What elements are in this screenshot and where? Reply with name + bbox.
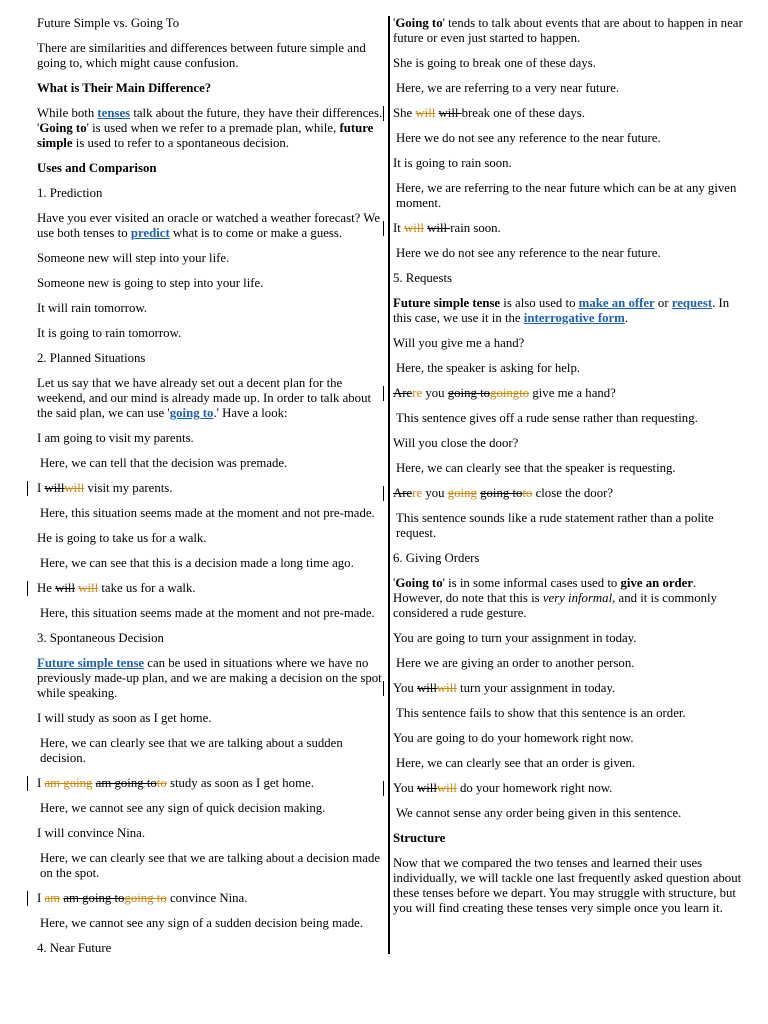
example-sentence: Someone new is going to step into your life.	[37, 276, 264, 290]
example-note: Here, we can clearly see that the speaker is requesting.	[396, 461, 676, 475]
future-simple-tense-link[interactable]: Future simple tense	[37, 656, 145, 670]
heading-main-difference: What is Their Main Difference?	[37, 81, 212, 95]
deleted-text: am going to	[63, 891, 125, 905]
example-note: Here, we can clearly see that we are talking about a sudden decision.	[40, 736, 343, 765]
example-note: Here we do not see any reference to the near future.	[396, 131, 661, 145]
change-bar	[27, 481, 28, 496]
edited-sentence: He will will take us for a walk.	[37, 581, 383, 596]
section-prediction: 1. Prediction	[37, 186, 103, 200]
inserted-text: will	[78, 581, 99, 595]
edited-sentence: You willwill do your homework right now.	[393, 781, 745, 796]
deleted-text: will	[44, 481, 65, 495]
example-note: Here, we can clearly see that an order is given.	[396, 756, 636, 770]
example-note: We cannot sense any order being given in this sentence.	[396, 806, 682, 820]
deleted-text: will	[55, 581, 76, 595]
example-note: This sentence fails to show that this sentence is an order.	[396, 706, 686, 720]
orders-paragraph: 'Going to' is in some informal cases used to give an order. However, do note that this is very informal, and it is commonly considered a rude gesture.	[393, 576, 717, 620]
right-column	[393, 16, 745, 926]
section-giving-orders: 6. Giving Orders	[393, 551, 480, 565]
inserted-text: will	[436, 781, 457, 795]
example-sentence: You are going to turn your assignment in today.	[393, 631, 637, 645]
change-bar	[383, 386, 384, 401]
edited-sentence: I am am going togoing to convince Nina.	[37, 891, 383, 906]
deleted-text: Are	[393, 486, 413, 500]
change-bar	[27, 891, 28, 906]
example-note: This sentence gives off a rude sense rather than requesting.	[396, 411, 698, 425]
example-note: Here we do not see any reference to the near future.	[396, 246, 661, 260]
deleted-text: going to	[447, 386, 491, 400]
example-sentence: He is going to take us for a walk.	[37, 531, 207, 545]
inserted-text: going to	[124, 891, 167, 905]
edited-sentence: Arere you going going toto close the door?	[393, 486, 745, 501]
example-sentence: She is going to break one of these days.	[393, 56, 596, 70]
inserted-text: goingto	[490, 386, 530, 400]
inserted-text: will	[415, 106, 436, 120]
example-sentence: You are going to do your homework right now.	[393, 731, 634, 745]
inserted-text: going	[447, 486, 477, 500]
inserted-text: to	[156, 776, 167, 790]
prediction-paragraph: Have you ever visited an oracle or watched a weather forecast? We use both tenses to predict what is to come or make a guess.	[37, 211, 381, 240]
change-bar	[383, 781, 384, 796]
example-note: Here, we can see that this is a decision made a long time ago.	[40, 556, 354, 570]
example-note: Here, this situation seems made at the moment and not pre-made.	[40, 506, 375, 520]
section-near-future: 4. Near Future	[37, 941, 112, 955]
edited-sentence: Arere you going togoingto give me a hand?	[393, 386, 745, 401]
example-sentence: I will convince Nina.	[37, 826, 146, 840]
example-sentence: Someone new will step into your life.	[37, 251, 230, 265]
structure-paragraph: Now that we compared the two tenses and learned their uses individually, we will tackle one last frequently asked question about these tenses before we depart. You may struggle with structure, but you will find creating these tenses very simple once you learn it.	[393, 856, 742, 915]
edited-sentence: She will will break one of these days.	[393, 106, 745, 121]
deleted-text: Are	[393, 386, 413, 400]
heading-structure: Structure	[393, 831, 446, 845]
interrogative-form-link[interactable]: interrogative form	[523, 311, 625, 325]
example-note: Here, we can clearly see that we are talking about a decision made on the spot.	[40, 851, 381, 880]
deleted-text: am going to	[95, 776, 157, 790]
inserted-text: will	[404, 221, 424, 235]
inserted-text: will	[436, 681, 457, 695]
example-sentence: I will study as soon as I get home.	[37, 711, 212, 725]
tenses-link[interactable]: tenses	[97, 106, 131, 120]
deleted-text: will	[427, 221, 451, 235]
edited-sentence: I willwill visit my parents.	[37, 481, 383, 496]
example-note: Here, the speaker is asking for help.	[396, 361, 581, 375]
planned-paragraph: Let us say that we have already set out a decent plan for the weekend, and our mind is already made up. In order to talk about the said plan, we can use 'going to.' Have a look:	[37, 376, 372, 420]
example-sentence: It will rain tomorrow.	[37, 301, 148, 315]
deleted-text: going to	[480, 486, 523, 500]
column-divider	[388, 16, 390, 954]
example-note: Here we are giving an order to another person.	[396, 656, 635, 670]
predict-link[interactable]: predict	[130, 226, 170, 240]
example-note: This sentence sounds like a rude statement rather than a polite request.	[396, 511, 714, 540]
left-column	[37, 16, 383, 966]
inserted-text: will	[64, 481, 85, 495]
deleted-text: will	[438, 106, 462, 120]
change-bar	[383, 486, 384, 501]
inserted-text: am	[44, 891, 61, 905]
change-bar	[27, 581, 28, 596]
edited-sentence: You willwill turn your assignment in today.	[393, 681, 745, 696]
intro-paragraph: There are similarities and differences between future simple and going to, which might cause confusion.	[37, 41, 366, 70]
section-requests: 5. Requests	[393, 271, 453, 285]
deleted-text: will	[416, 781, 437, 795]
deleted-text: will	[416, 681, 437, 695]
example-sentence: It is going to rain tomorrow.	[37, 326, 182, 340]
going-to-link[interactable]: going to	[169, 406, 214, 420]
example-note: Here, we are referring to a very near future.	[396, 81, 620, 95]
make-an-offer-link[interactable]: make an offer	[578, 296, 655, 310]
requests-paragraph: Future simple tense is also used to make an offer or request. In this case, we use it in the interrogative form.	[393, 296, 730, 325]
example-note: Here, we can tell that the decision was premade.	[40, 456, 288, 470]
inserted-text: re	[412, 486, 423, 500]
example-sentence: I am going to visit my parents.	[37, 431, 194, 445]
spontaneous-paragraph: Future simple tense can be used in situations where we have no previously made-up plan, and we are making a decision on the spot while speaking.	[37, 656, 382, 700]
inserted-text: am going	[44, 776, 93, 790]
change-bar	[383, 221, 384, 236]
example-note: Here, we cannot see any sign of quick decision making.	[40, 801, 326, 815]
section-spontaneous-decision: 3. Spontaneous Decision	[37, 631, 164, 645]
change-bar	[383, 681, 384, 696]
example-note: Here, we cannot see any sign of a sudden decision being made.	[40, 916, 364, 930]
example-note: Here, we are referring to the near future which can be at any given moment.	[396, 181, 737, 210]
section-planned-situations: 2. Planned Situations	[37, 351, 146, 365]
near-future-paragraph: 'Going to' tends to talk about events that are about to happen in near future or even just started to happen.	[393, 16, 743, 45]
inserted-text: re	[412, 386, 423, 400]
edited-sentence: It will will rain soon.	[393, 221, 745, 236]
example-sentence: It is going to rain soon.	[393, 156, 512, 170]
example-note: Here, this situation seems made at the moment and not pre-made.	[40, 606, 375, 620]
edited-sentence: I am going am going toto study as soon as I get home.	[37, 776, 383, 791]
inserted-text: to	[522, 486, 533, 500]
example-sentence: Will you give me a hand?	[393, 336, 525, 350]
change-bar	[27, 776, 28, 791]
change-bar	[383, 106, 384, 121]
main-difference-paragraph: While both tenses talk about the future, they have their differences. 'Going to' is used when we refer to a premade plan, while, future simple is used to refer to a spontaneous decision.	[37, 106, 383, 150]
document-title: Future Simple vs. Going To	[37, 16, 180, 30]
example-sentence: Will you close the door?	[393, 436, 519, 450]
heading-uses-comparison: Uses and Comparison	[37, 161, 157, 175]
request-link[interactable]: request	[671, 296, 713, 310]
